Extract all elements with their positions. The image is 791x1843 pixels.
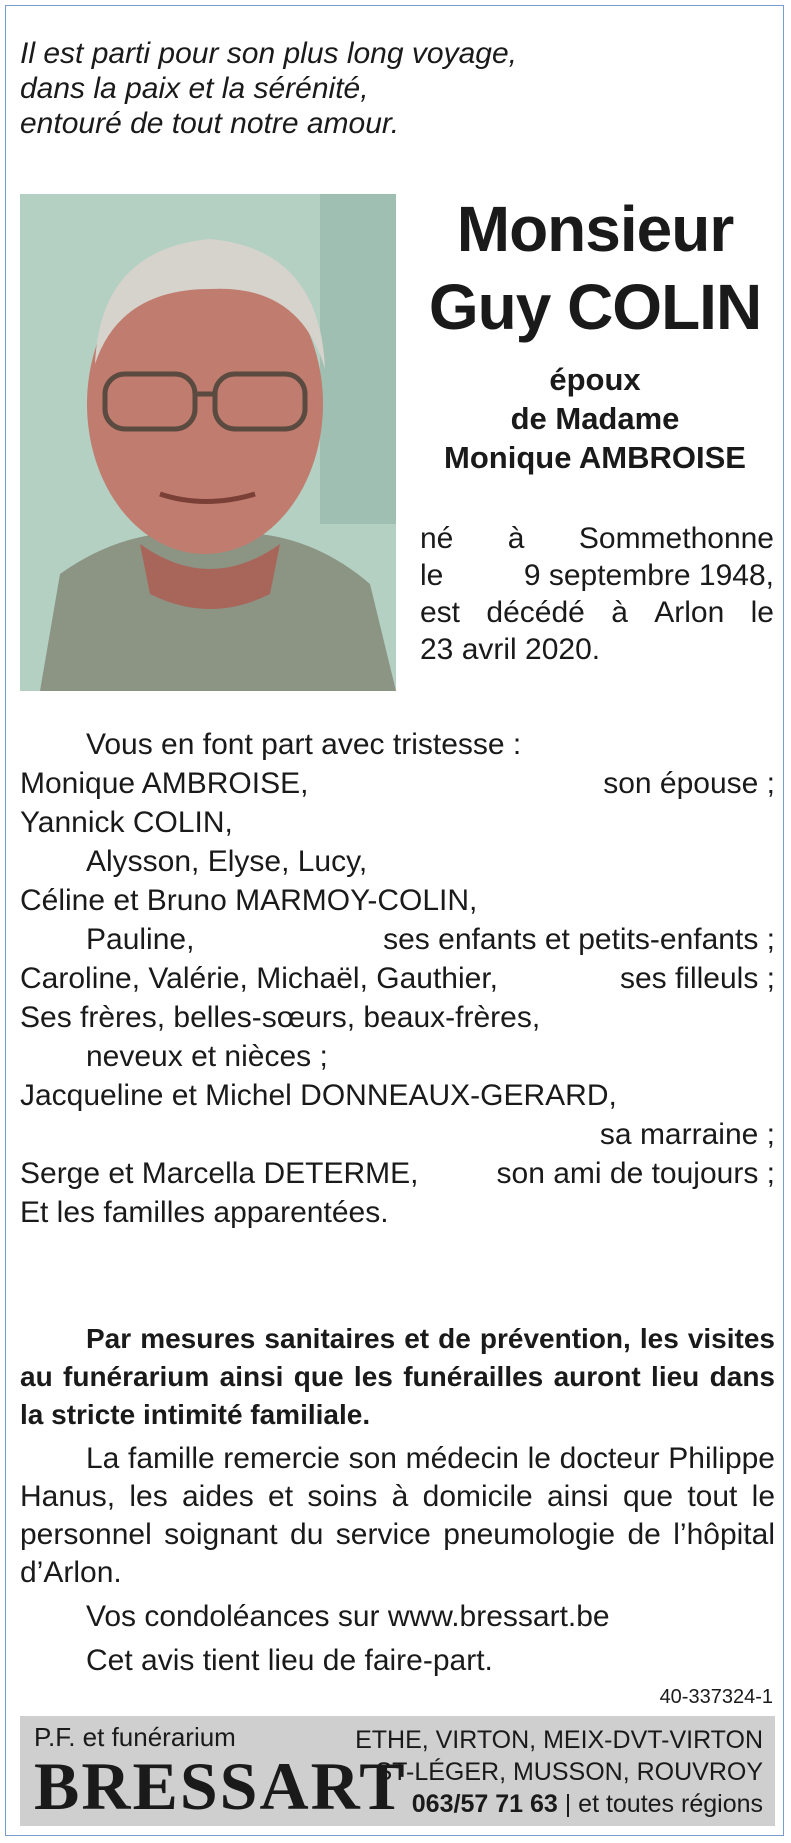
salutation: Monsieur bbox=[456, 193, 734, 265]
portrait-photo bbox=[20, 194, 396, 691]
family-row: neveux et nièces ; bbox=[86, 1040, 328, 1073]
address-line: ETHE, VIRTON, MEIX-DVT-VIRTON bbox=[355, 1726, 763, 1754]
intro-verse bbox=[20, 36, 620, 141]
family-row: Jacqueline et Michel DONNEAUX-GERARD, bbox=[20, 1079, 617, 1112]
family-row: Caroline, Valérie, Michaël, Gauthier, ses filleuls ; bbox=[20, 962, 775, 995]
funeral-home-address bbox=[355, 1724, 763, 1820]
deceased-name: Guy COLIN bbox=[428, 271, 762, 343]
regions-label: | et toutes régions bbox=[564, 1790, 763, 1818]
family-row: Alysson, Elyse, Lucy, bbox=[86, 845, 368, 878]
brand-logo: BRESSART bbox=[34, 1748, 407, 1824]
funeral-home-footer bbox=[20, 1716, 775, 1826]
spouse-line: Monique AMBROISE bbox=[444, 440, 746, 475]
sanitary-notice: Par mesures sanitaires et de prévention, les visites au funérarium ainsi que les funérailles auront lieu dans la stricte intimité familiale. bbox=[20, 1323, 775, 1430]
family-row: Monique AMBROISE, son épouse ; bbox=[20, 767, 775, 800]
family-row: Et les familles apparentées. bbox=[20, 1196, 389, 1229]
birth-death-info bbox=[420, 520, 774, 668]
contact-line bbox=[355, 1788, 763, 1820]
intro-line: Il est parti pour son plus long voyage, bbox=[20, 37, 517, 70]
phone-number: 063/57 71 63 bbox=[411, 1790, 558, 1818]
faire-part-line: Cet avis tient lieu de faire-part. bbox=[86, 1644, 493, 1677]
family-row: Céline et Bruno MARMOY-COLIN, bbox=[20, 884, 478, 917]
deceased-name-block bbox=[410, 190, 780, 477]
family-row: Serge et Marcella DETERME, son ami de toujours ; bbox=[20, 1157, 775, 1190]
intro-line: dans la paix et la sérénité, bbox=[20, 72, 369, 105]
pf-label: P.F. et funérarium bbox=[34, 1722, 236, 1752]
family-row: Pauline, ses enfants et petits-enfants ; bbox=[86, 923, 775, 956]
address-line: ST-LÉGER, MUSSON, ROUVROY bbox=[375, 1758, 763, 1786]
spouse-line: de Madame bbox=[510, 401, 680, 436]
birth-line: le 9 septembre 1948, bbox=[420, 559, 774, 592]
intro-line: entouré de tout notre amour. bbox=[20, 107, 400, 140]
thanks-paragraph: La famille remercie son médecin le docteur Philippe Hanus, les aides et soins à domicile ainsi que tout le personnel soignant du service pneumologie de l’hôpital d’Arlon. bbox=[20, 1442, 775, 1589]
spouse-line: époux bbox=[549, 362, 641, 397]
birth-line: né à Sommethonne bbox=[420, 522, 774, 555]
family-row: Yannick COLIN, bbox=[20, 806, 233, 839]
birth-line: 23 avril 2020. bbox=[420, 633, 601, 666]
announce-intro: Vous en font part avec tristesse : bbox=[86, 728, 522, 761]
family-announcement bbox=[20, 725, 775, 1232]
birth-line: est décédé à Arlon le bbox=[420, 596, 774, 629]
family-row: Ses frères, belles-sœurs, beaux-frères, bbox=[20, 1001, 541, 1034]
spouse-info bbox=[410, 360, 780, 477]
family-row: sa marraine ; bbox=[599, 1118, 775, 1151]
reference-number: 40-337324-1 bbox=[659, 1686, 773, 1708]
notice-section bbox=[20, 1320, 775, 1680]
condolences-line: Vos condoléances sur www.bressart.be bbox=[86, 1600, 610, 1633]
